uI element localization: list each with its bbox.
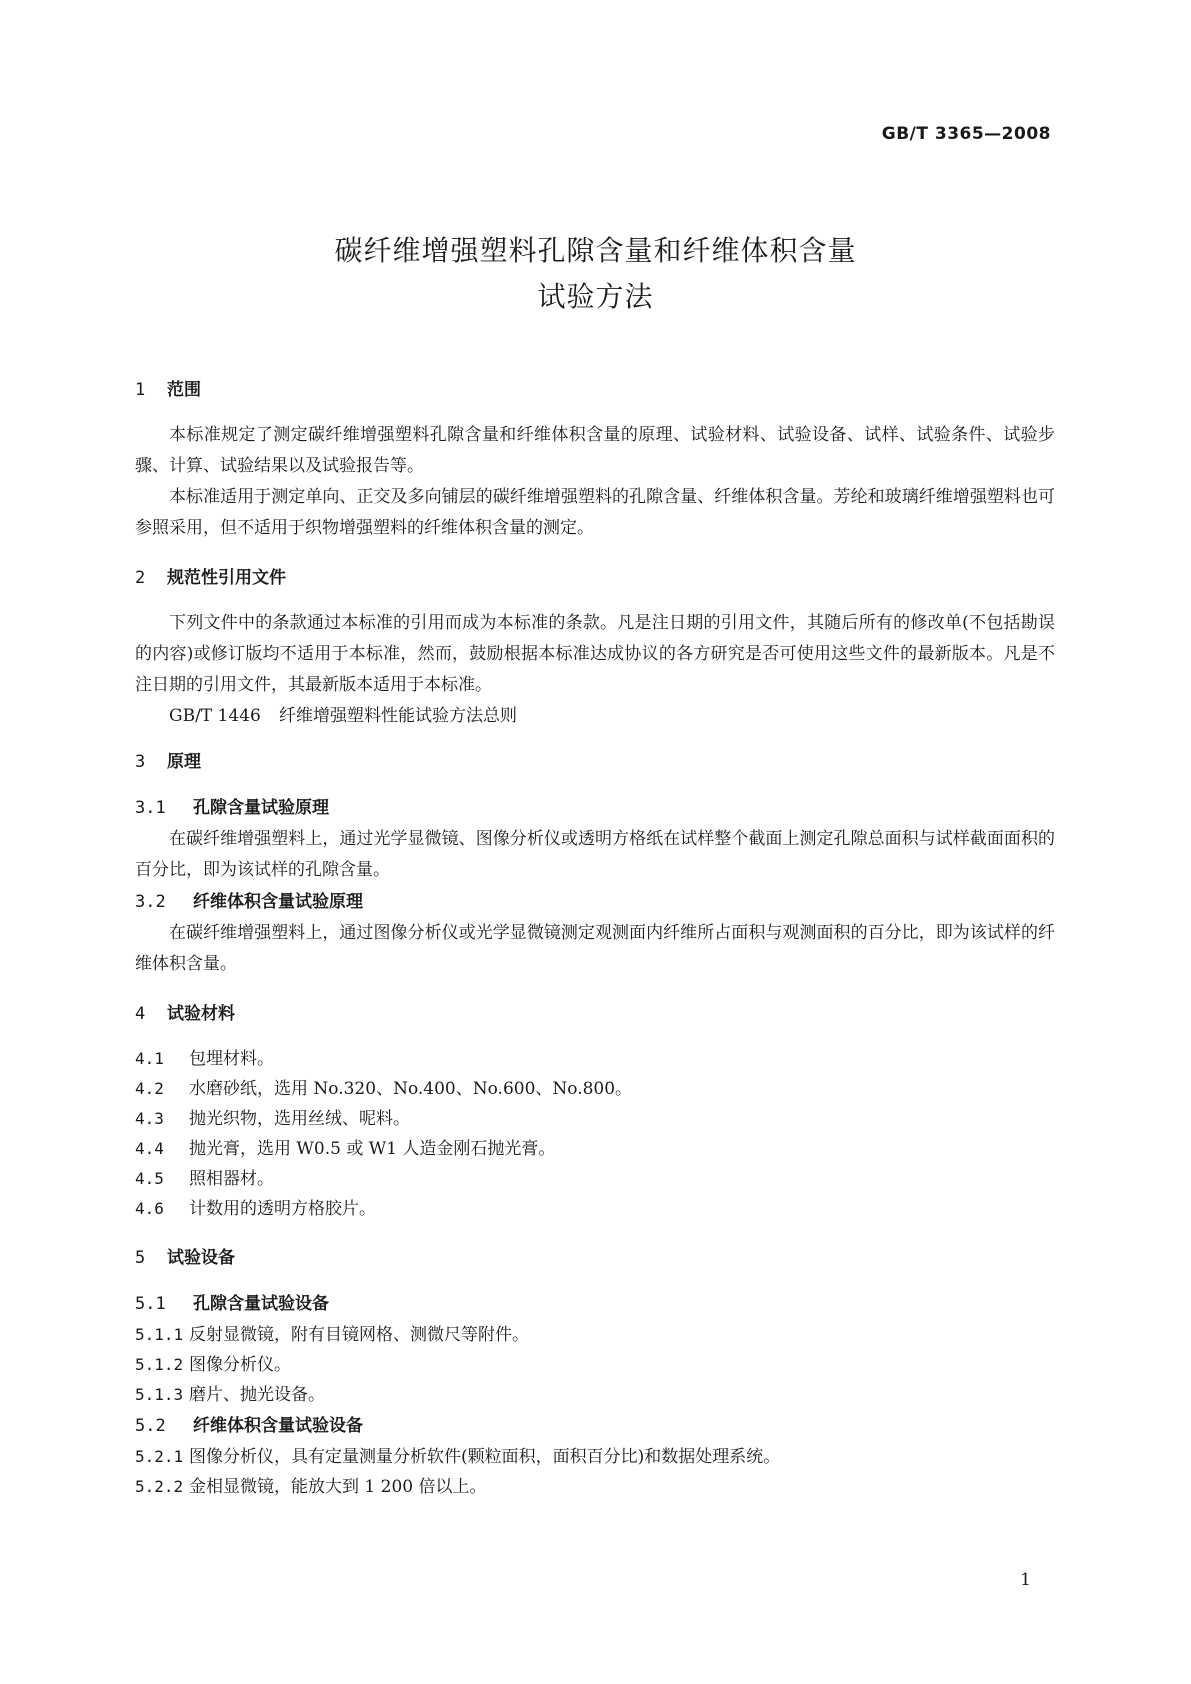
item-text: 金相显微镜，能放大到 1 200 倍以上。 <box>189 1477 487 1497</box>
subsection-number: 3.2 <box>135 892 166 912</box>
section-heading-4 <box>135 998 1055 1030</box>
section-number: 4 <box>135 1004 146 1024</box>
item-text: 磨片、抛光设备。 <box>189 1385 325 1405</box>
item-text: 抛光织物，选用丝绒、呢料。 <box>189 1109 410 1129</box>
section-title: 规范性引用文件 <box>167 568 286 588</box>
paragraph: 在碳纤维增强塑料上，通过光学显微镜、图像分析仪或透明方格纸在试样整个截面上测定孔隙总面积与试样截面面积的百分比，即为该试样的孔隙含量。 <box>135 829 1055 880</box>
paragraph: 下列文件中的条款通过本标准的引用而成为本标准的条款。凡是注日期的引用文件，其随后所有的修改单(不包括勘误的内容)或修订版均不适用于本标准，然而，鼓励根据本标准达成协议的各方研究是否可使用这些文件的最新版本。凡是不注日期的引用文件，其最新版本适用于本标准。 <box>135 613 1055 695</box>
item-number: 4.3 <box>135 1109 164 1128</box>
subsection-title: 纤维体积含量试验原理 <box>193 892 363 912</box>
subsection-heading-5-2 <box>135 1410 1055 1442</box>
section-heading-1 <box>135 374 1055 406</box>
subsection-number: 3.1 <box>135 798 166 818</box>
item-text: 抛光膏，选用 W0.5 或 W1 人造金刚石抛光膏。 <box>189 1139 556 1159</box>
item-text: 反射显微镜，附有目镜网格、测微尺等附件。 <box>189 1325 529 1345</box>
list-item <box>135 1472 1055 1502</box>
section-title: 试验设备 <box>167 1248 235 1268</box>
subsection-title: 纤维体积含量试验设备 <box>193 1416 363 1436</box>
document-title-line-2: 试验方法 <box>537 280 654 313</box>
section-number: 3 <box>135 752 146 772</box>
page-number: 1 <box>1020 1570 1031 1590</box>
item-text: 图像分析仪，具有定量测量分析软件(颗粒面积，面积百分比)和数据处理系统。 <box>189 1447 781 1467</box>
subsection-heading-3-2 <box>135 886 1055 918</box>
list-item <box>135 1350 1055 1380</box>
subsection-heading-5-1 <box>135 1288 1055 1320</box>
reference-code: GB/T 1446 <box>169 706 261 726</box>
document-title-line-1: 碳纤维增强塑料孔隙含量和纤维体积含量 <box>334 234 857 267</box>
paragraph: 在碳纤维增强塑料上，通过图像分析仪或光学显微镜测定观测面内纤维所占面积与观测面积的百分比，即为该试样的纤维体积含量。 <box>135 923 1055 974</box>
list-item <box>135 1134 1055 1164</box>
section-title: 试验材料 <box>167 1004 235 1024</box>
normative-reference <box>135 701 1055 732</box>
item-number: 5.1.3 <box>135 1385 184 1404</box>
item-text: 图像分析仪。 <box>189 1355 291 1375</box>
item-number: 4.5 <box>135 1169 164 1188</box>
standard-code: GB/T 3365—2008 <box>881 124 1051 144</box>
item-number: 5.2.2 <box>135 1477 184 1496</box>
list-item <box>135 1194 1055 1224</box>
section-number: 5 <box>135 1248 146 1268</box>
item-text: 计数用的透明方格胶片。 <box>189 1199 376 1219</box>
subsection-heading-3-1 <box>135 792 1055 824</box>
item-number: 5.2.1 <box>135 1447 184 1466</box>
list-item <box>135 1074 1055 1104</box>
list-item <box>135 1380 1055 1410</box>
item-number: 5.1.2 <box>135 1355 184 1374</box>
list-item <box>135 1104 1055 1134</box>
item-number: 4.6 <box>135 1199 164 1218</box>
section-heading-3 <box>135 746 1055 778</box>
section-heading-2 <box>135 562 1055 594</box>
item-text: 照相器材。 <box>189 1169 274 1189</box>
list-item <box>135 1320 1055 1350</box>
item-number: 4.4 <box>135 1139 164 1158</box>
document-body <box>135 374 1055 1502</box>
list-item <box>135 1164 1055 1194</box>
section-heading-5 <box>135 1242 1055 1274</box>
list-item <box>135 1044 1055 1074</box>
section-number: 2 <box>135 568 146 588</box>
item-text: 水磨砂纸，选用 No.320、No.400、No.600、No.800。 <box>189 1079 633 1099</box>
subsection-number: 5.1 <box>135 1294 166 1314</box>
list-item <box>135 1442 1055 1472</box>
item-number: 4.1 <box>135 1049 164 1068</box>
item-number: 5.1.1 <box>135 1325 184 1344</box>
paragraph: 本标准适用于测定单向、正交及多向铺层的碳纤维增强塑料的孔隙含量、纤维体积含量。芳纶和玻璃纤维增强塑料也可参照采用，但不适用于织物增强塑料的纤维体积含量的测定。 <box>135 487 1055 538</box>
section-number: 1 <box>135 380 146 400</box>
subsection-title: 孔隙含量试验原理 <box>193 798 329 818</box>
paragraph: 本标准规定了测定碳纤维增强塑料孔隙含量和纤维体积含量的原理、试验材料、试验设备、试样、试验条件、试验步骤、计算、试验结果以及试验报告等。 <box>135 425 1055 476</box>
subsection-number: 5.2 <box>135 1416 166 1436</box>
item-number: 4.2 <box>135 1079 164 1098</box>
section-title: 范围 <box>167 380 201 400</box>
subsection-title: 孔隙含量试验设备 <box>193 1294 329 1314</box>
section-title: 原理 <box>167 752 201 772</box>
reference-title: 纤维增强塑料性能试验方法总则 <box>279 706 517 726</box>
item-text: 包埋材料。 <box>189 1049 274 1069</box>
